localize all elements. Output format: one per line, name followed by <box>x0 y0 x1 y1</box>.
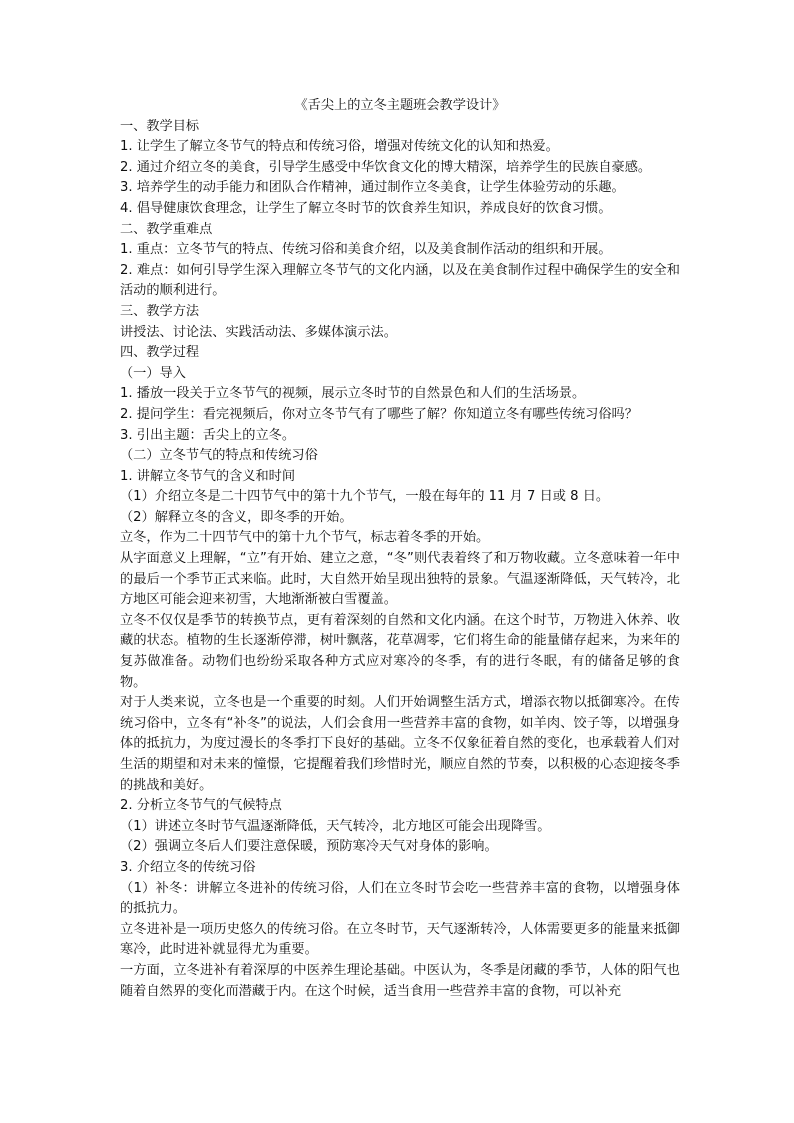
body-line: 1. 重点：立冬节气的特点、传统习俗和美食介绍，以及美食制作活动的组织和开展。 <box>120 242 612 258</box>
body-paragraph: 立冬不仅仅是季节的转换节点，更有着深刻的自然和文化内涵。在这个时节，万物进入休养、收藏的状态。植物的生长逐渐停滞，树叶飘落，花草凋零，它们将生命的能量储存起来，为来年的复苏做准备。动物们也纷纷采取各种方式应对寒冷的冬季，有的进行冬眠，有的储备足够的食物。 <box>120 612 680 690</box>
body-paragraph: 一方面，立冬进补有着深厚的中医养生理论基础。中医认为，冬季是闭藏的季节，人体的阳气也随着自然界的变化而潜藏于内。在这个时候，适当食用一些营养丰富的食物，可以补充 <box>120 962 680 999</box>
document-body <box>120 117 680 1003</box>
body-line: 讲授法、讨论法、实践活动法、多媒体演示法。 <box>120 324 397 340</box>
body-line: 1. 播放一段关于立冬节气的视频，展示立冬时节的自然景色和人们的生活场景。 <box>120 386 586 402</box>
body-line: 2. 分析立冬节气的气候特点 <box>120 798 282 814</box>
body-line: 四、教学过程 <box>120 345 200 361</box>
body-line: 二、教学重难点 <box>120 221 213 237</box>
body-line: 立冬，作为二十四节气中的第十九个节气，标志着冬季的开始。 <box>120 530 490 546</box>
body-paragraph: 立冬进补是一项历史悠久的传统习俗。在立冬时节，天气逐渐转冷，人体需要更多的能量来抵御寒冷，此时进补就显得尤为重要。 <box>120 921 680 958</box>
body-line: 4. 倡导健康饮食理念，让学生了解立冬时节的饮食养生知识，养成良好的饮食习惯。 <box>120 200 612 216</box>
body-paragraph: 2. 难点：如何引导学生深入理解立冬节气的文化内涵，以及在美食制作过程中确保学生的安全和活动的顺利进行。 <box>120 262 680 299</box>
document-title: 《舌尖上的立冬主题班会教学设计》 <box>294 98 506 113</box>
body-line: 3. 引出主题：舌尖上的立冬。 <box>120 427 296 443</box>
body-line: （1）讲述立冬时节气温逐渐降低，天气转冷，北方地区可能会出现降雪。 <box>120 818 551 834</box>
body-line: 3. 介绍立冬的传统习俗 <box>120 859 256 875</box>
body-line: 三、教学方法 <box>120 303 200 319</box>
body-line: 一、教学目标 <box>120 118 200 134</box>
document-page <box>120 96 680 1002</box>
body-line: 3. 培养学生的动手能力和团队合作精神，通过制作立冬美食，让学生体验劳动的乐趣。 <box>120 180 625 196</box>
body-line: （一）导入 <box>120 365 186 381</box>
body-line: 1. 讲解立冬节气的含义和时间 <box>120 468 296 484</box>
body-paragraph: 从字面意义上理解，“立”有开始、建立之意，“冬”则代表着终了和万物收藏。立冬意味着一年中的最后一个季节正式来临。此时，大自然开始呈现出独特的景象。气温逐渐降低，天气转冷，北方地区可能会迎来初雪，大地渐渐被白雪覆盖。 <box>120 551 680 608</box>
body-line: （1）介绍立冬是二十四节气中的第十九个节气，一般在每年的 11 月 7 日或 8 日。 <box>120 489 610 505</box>
body-paragraph: （1）补冬：讲解立冬进补的传统习俗，人们在立冬时节会吃一些营养丰富的食物，以增强身体的抵抗力。 <box>120 880 680 917</box>
body-line: （2）强调立冬后人们要注意保暖，预防寒冷天气对身体的影响。 <box>120 839 498 855</box>
body-line: （二）立冬节气的特点和传统习俗 <box>120 448 318 464</box>
body-line: （2）解释立冬的含义，即冬季的开始。 <box>120 509 353 525</box>
body-line: 1. 让学生了解立冬节气的特点和传统习俗，增强对传统文化的认知和热爱。 <box>120 139 559 155</box>
body-line: 2. 提问学生：看完视频后，你对立冬节气有了哪些了解？你知道立冬有哪些传统习俗吗？ <box>120 406 638 422</box>
body-line: 2. 通过介绍立冬的美食，引导学生感受中华饮食文化的博大精深，培养学生的民族自豪感。 <box>120 159 652 175</box>
body-paragraph: 对于人类来说，立冬也是一个重要的时刻。人们开始调整生活方式，增添衣物以抵御寒冷。在传统习俗中，立冬有“补冬”的说法，人们会食用一些营养丰富的食物，如羊肉、饺子等，以增强身体的抵抗力，为度过漫长的冬季打下良好的基础。立冬不仅象征着自然的变化，也承载着人们对生活的期望和对未来的憧憬，它提醒着我们珍惜时光，顺应自然的节奏，以积极的心态迎接冬季的挑战和美好。 <box>120 695 680 793</box>
